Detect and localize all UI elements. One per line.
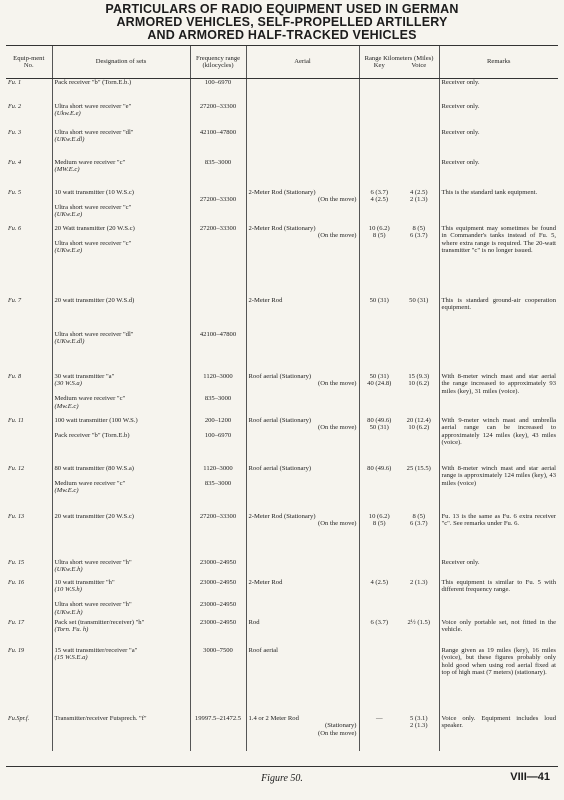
range-voice-value: 2 (1.3) [409,578,428,586]
range-header-label: Range Kilometers (Miles) [364,54,434,62]
range-voice-cell [399,79,439,103]
col-header-equipment: Equip-ment No. [6,46,52,79]
set-name: Ultra short wave receiver "h" [54,601,132,609]
range-key-cell [359,513,399,559]
range-key-value: 40 (24.8) [367,380,392,388]
frequency-cell [190,647,246,715]
range-voice-cell [399,715,439,751]
range-key-cell [359,159,399,189]
range-key-value: 8 (5) [372,232,386,240]
range-voice-value: 2 (1.3) [409,196,428,204]
designation-cell [52,619,190,647]
aerial-line: 2-Meter Rod (Stationary) [248,224,316,232]
set-abbreviation: (UKw.E.e) [54,247,83,255]
frequency-range: 835–3000 [204,158,232,166]
aerial-cell [246,129,359,159]
range-voice-cell [399,159,439,189]
table-row [6,297,558,331]
equipment-number-cell [6,189,52,225]
equipment-number: Fu.Spr.f. [8,714,30,722]
frequency-range: 835–3000 [204,479,232,487]
frequency-cell [190,297,246,331]
set-name: 80 watt transmitter (80 W.S.a) [54,464,134,472]
aerial-line: Rod [248,618,260,626]
equipment-number-cell [6,417,52,465]
set-name: Medium wave receiver "c" [54,395,126,403]
range-voice-value: 2 (1.3) [409,722,428,730]
aerial-cell [246,225,359,297]
frequency-cell [190,225,246,297]
range-key-cell [359,559,399,579]
range-voice-cell [399,619,439,647]
equipment-number-cell [6,619,52,647]
range-voice-value: 10 (6.2) [408,380,430,388]
range-key-cell [359,129,399,159]
range-voice-cell [399,129,439,159]
range-header-voice: Voice [411,62,427,69]
frequency-cell [190,331,246,373]
frequency-range: 23000–24950 [199,578,237,586]
range-voice-cell [399,373,439,417]
set-abbreviation: (Torn. Fu. h) [54,626,89,634]
col-header-aerial: Aerial [246,46,359,79]
range-voice-cell [399,189,439,225]
set-abbreviation: (Mw.E.c) [54,487,79,495]
col-header-designation: Designation of sets [52,46,190,79]
equipment-number-cell [6,103,52,129]
designation-cell [52,559,190,579]
range-key-value: 8 (5) [372,520,386,528]
aerial-line: Roof aerial (Stationary) [248,416,312,424]
range-key-cell [359,619,399,647]
range-key-cell [359,103,399,129]
range-key-cell [359,79,399,103]
designation-cell [52,465,190,513]
remarks-cell [439,129,558,159]
set-abbreviation: (MW.E.c) [54,166,80,174]
equipment-number-cell [6,225,52,297]
range-key-cell [359,297,399,331]
frequency-cell [190,103,246,129]
set-abbreviation: (15 W.S.E.a) [54,654,88,662]
frequency-range: 27200–33300 [199,224,237,232]
set-name: Ultra short wave receiver "dl" [54,330,134,338]
set-name: 30 watt transmitter "a" [54,372,115,380]
set-name: Pack set (transmitter/receiver) "h" [54,618,145,626]
set-abbreviation: (30 W.S.a) [54,380,82,388]
equipment-number: Fu. 1 [8,79,22,86]
equipment-number-cell [6,559,52,579]
aerial-cell [246,715,359,751]
remarks-text: Receiver only. [441,558,480,566]
range-key-cell [359,189,399,225]
aerial-cell [246,417,359,465]
page-number: VIII—41 [510,771,550,783]
remarks-cell [439,715,558,751]
range-key-cell [359,715,399,751]
remarks-text: Range given as 19 miles (key), 16 miles (voice), but these figures probably only hold good when using rod aerial fixed at top of high mast (7 meters) (stationary). [441,646,557,677]
frequency-cell [190,559,246,579]
col-header-remarks: Remarks [439,46,558,79]
equipment-number-cell [6,715,52,751]
frequency-cell [190,513,246,559]
range-voice-value: 10 (6.2) [408,424,430,432]
table-row [6,373,558,417]
range-voice-value: 15 (9.3) [408,372,430,380]
frequency-range: 42100–47800 [199,128,237,136]
equipment-number-cell [6,79,52,103]
range-key-value: 50 (31) [369,296,389,304]
set-abbreviation: (UKw.E.dl) [54,136,85,144]
set-name: 20 watt transmitter (20 W.S.d) [54,296,135,304]
equipment-number: Fu. 7 [8,296,22,304]
range-voice-cell [399,647,439,715]
equipment-number-cell [6,129,52,159]
frequency-cell [190,619,246,647]
table-row [6,417,558,465]
aerial-line: (On the move) [318,380,357,388]
range-key-cell [359,465,399,513]
remarks-cell [439,417,558,465]
frequency-cell [190,715,246,751]
range-key-value: 10 (6.2) [368,224,390,232]
frequency-cell [190,579,246,619]
remarks-cell [439,647,558,715]
equipment-number: Fu. 11 [8,416,24,424]
remarks-text: Voice only. Equipment includes loud speaker. [441,714,557,730]
frequency-cell [190,159,246,189]
range-key-cell [359,331,399,373]
equipment-number: Fu. 13 [8,512,25,520]
equipment-table [6,45,558,751]
aerial-cell [246,559,359,579]
equipment-number-cell [6,647,52,715]
aerial-line: 2-Meter Rod [248,578,283,586]
remarks-cell [439,373,558,417]
aerial-cell [246,465,359,513]
remarks-cell [439,103,558,129]
aerial-line: Roof aerial [248,646,278,654]
aerial-line: (Stationary) [325,722,357,730]
designation-cell [52,579,190,619]
range-key-value: 6 (3.7) [370,618,389,626]
range-voice-cell [399,513,439,559]
range-voice-cell [399,465,439,513]
designation-cell [52,715,190,751]
frequency-range: 100–6970 [204,79,232,86]
frequency-cell [190,189,246,225]
document-title [0,3,564,42]
table-row [6,331,558,373]
equipment-number: Fu. 19 [8,646,25,654]
remarks-cell [439,79,558,103]
frequency-range: 19997.5–21472.5 [194,714,242,722]
range-voice-cell [399,297,439,331]
set-abbreviation: (10 W.S.h) [54,586,82,594]
designation-cell [52,189,190,225]
aerial-cell [246,647,359,715]
range-key-value: 6 (3.7) [370,188,389,196]
table-row [6,129,558,159]
title-line-3: AND ARMORED HALF-TRACKED VEHICLES [147,28,417,42]
range-key-value: 10 (6.2) [368,512,390,520]
equipment-number: Fu. 2 [8,102,22,110]
set-name: 20 Watt transmitter (20 W.S.c) [54,224,135,232]
table-row [6,619,558,647]
range-key-cell [359,647,399,715]
aerial-line: 2-Meter Rod [248,296,283,304]
range-key-value: 50 (31) [369,372,389,380]
designation-cell [52,647,190,715]
aerial-line: (On the move) [318,232,357,240]
range-voice-cell [399,103,439,129]
range-key-cell [359,417,399,465]
frequency-range: 23000–24950 [199,601,237,609]
designation-cell [52,373,190,417]
equipment-number: Fu. 6 [8,224,22,232]
range-voice-cell [399,417,439,465]
set-abbreviation: (Mw.E.c) [54,402,79,410]
remarks-text: Receiver only. [441,79,480,86]
range-key-cell [359,373,399,417]
range-voice-value: 8 (5) [412,224,426,232]
equipment-number-cell [6,297,52,331]
remarks-text: This equipment is similar to Fu. 5 with different frequency range. [441,578,557,594]
remarks-text: With 8-meter winch mast and star aerial the range increased to approximately 93 miles (key), 31 miles (voice). [441,372,557,395]
table-row [6,159,558,189]
frequency-range: 23000–24950 [199,618,237,626]
range-key-value: — [375,714,383,722]
remarks-cell [439,189,558,225]
frequency-range: 27200–33300 [199,196,237,204]
frequency-cell [190,373,246,417]
frequency-cell [190,465,246,513]
frequency-range: 835–3000 [204,395,232,403]
aerial-cell [246,189,359,225]
remarks-cell [439,159,558,189]
table-row [6,465,558,513]
range-voice-value: 2½ (1.5) [407,618,431,626]
set-name: Ultra short wave receiver "dl" [54,128,134,136]
aerial-line: Roof aerial (Stationary) [248,464,312,472]
set-abbreviation: (UKw.E.e) [54,211,83,219]
designation-cell [52,513,190,559]
aerial-line: 1.4 or 2 Meter Rod [248,714,299,722]
table-row [6,559,558,579]
set-name: Medium wave receiver "c" [54,158,126,166]
table-row [6,647,558,715]
aerial-line: Roof aerial (Stationary) [248,372,312,380]
set-name: 20 watt transmitter (20 W.S.c) [54,512,134,520]
range-voice-cell [399,331,439,373]
set-name: 10 watt transmitter "h" [54,578,115,586]
remarks-text: With 9-meter winch mast and umbrella aerial range can be increased to approximately 124 miles (key), 43 miles (voice). [441,416,557,447]
frequency-range: 100–6970 [204,431,232,439]
designation-cell [52,103,190,129]
aerial-line: (On the move) [318,729,357,737]
frequency-range: 27200–33300 [199,512,237,520]
designation-cell [52,297,190,331]
aerial-cell [246,619,359,647]
set-name: Pack receiver "b" (Torn.E.b) [54,431,130,439]
equipment-number: Fu. 5 [8,188,22,196]
aerial-cell [246,297,359,331]
range-key-value: 80 (49.6) [367,464,392,472]
set-name: Ultra short wave receiver "c" [54,203,132,211]
frequency-cell [190,129,246,159]
range-key-value: 4 (2.5) [370,578,389,586]
set-name: Pack receiver "b" (Torn.E.b.) [54,79,132,86]
remarks-text: Receiver only. [441,158,480,166]
remarks-cell [439,465,558,513]
remarks-cell [439,513,558,559]
range-voice-cell [399,225,439,297]
range-key-value: 50 (31) [369,424,389,432]
designation-cell [52,129,190,159]
aerial-cell [246,373,359,417]
remarks-cell [439,619,558,647]
aerial-line: (On the move) [318,196,357,204]
remarks-text: This is standard ground-air cooperation equipment. [441,296,557,312]
frequency-range: 27200–33300 [199,102,237,110]
aerial-line: 2-Meter Rod (Stationary) [248,188,316,196]
set-name: Medium wave receiver "c" [54,479,126,487]
aerial-cell [246,331,359,373]
remarks-cell [439,331,558,373]
equipment-number-cell [6,513,52,559]
range-voice-value: 5 (3.1) [409,714,428,722]
equipment-number-cell [6,465,52,513]
col-header-range [359,46,439,79]
designation-cell [52,225,190,297]
table-row [6,715,558,751]
remarks-cell [439,579,558,619]
figure-caption: Figure 50. [261,773,303,784]
set-name: Ultra short wave receiver "h" [54,558,132,566]
aerial-cell [246,159,359,189]
table-row [6,579,558,619]
aerial-line: (On the move) [318,424,357,432]
range-voice-value: 6 (3.7) [409,232,428,240]
frequency-cell [190,79,246,103]
range-voice-cell [399,579,439,619]
designation-cell [52,331,190,373]
designation-cell [52,417,190,465]
equipment-number: Fu. 3 [8,128,22,136]
set-abbreviation: (UKw.E.dl) [54,338,85,346]
equipment-number: Fu. 12 [8,464,25,472]
remarks-cell [439,559,558,579]
set-abbreviation: (Ukw.E.e) [54,110,81,118]
table-row [6,225,558,297]
remarks-cell [439,225,558,297]
equipment-number: Fu. 8 [8,372,22,380]
equipment-number: Fu. 15 [8,558,25,566]
remarks-text: With 8-meter winch mast and star aerial range is approximately 124 miles (key), 43 miles (voice) [441,464,557,487]
range-voice-value: 4 (2.5) [409,188,428,196]
equipment-number-cell [6,159,52,189]
equipment-number-cell [6,579,52,619]
range-voice-value: 50 (31) [409,296,429,304]
equipment-number: Fu. 4 [8,158,22,166]
range-voice-value: 8 (5) [412,512,426,520]
aerial-cell [246,513,359,559]
remarks-text: Fu. 13 is the same as Fu. 6 extra receiver "c". See remarks under Fu. 6. [441,512,557,528]
set-name: 15 watt transmitter/receiver "a" [54,646,138,654]
aerial-cell [246,579,359,619]
range-voice-cell [399,559,439,579]
set-abbreviation: (UKw.E.h) [54,566,83,574]
equipment-number-cell [6,331,52,373]
frequency-range: 200–1200 [204,416,232,424]
set-abbreviation: (UKw.E.h) [54,608,83,616]
frequency-cell [190,417,246,465]
set-name: Ultra short wave receiver "e" [54,102,132,110]
frequency-range: 1120–3000 [203,464,233,472]
frequency-range: 1120–3000 [203,372,233,380]
range-key-value: 80 (49.6) [367,416,392,424]
frequency-range: 42100–47800 [199,330,237,338]
aerial-line: 2-Meter Rod (Stationary) [248,512,316,520]
remarks-text: Voice only portable set, not fitted in the vehicle. [441,618,557,634]
table-row [6,513,558,559]
range-key-value: 4 (2.5) [370,196,389,204]
set-name: Ultra short wave receiver "c" [54,239,132,247]
range-voice-value: 25 (15.5) [406,464,431,472]
title-line-2: ARMORED VEHICLES, SELF-PROPELLED ARTILLERY [116,15,448,29]
equipment-number: Fu. 16 [8,578,25,586]
set-name: 100 watt transmitter (100 W.S.) [54,416,138,424]
remarks-cell [439,297,558,331]
table-row [6,79,558,103]
equipment-number: Fu. 17 [8,618,25,626]
range-key-cell [359,225,399,297]
col-header-frequency: Frequency range (kilocycles) [190,46,246,79]
range-header-key: Key [373,62,385,69]
header-row [6,46,558,79]
table-row [6,103,558,129]
aerial-line: (On the move) [318,520,357,528]
range-voice-value: 20 (12.4) [406,416,431,424]
range-key-cell [359,579,399,619]
frequency-range: 23000–24950 [199,558,237,566]
remarks-text: This is the standard tank equipment. [441,188,538,196]
remarks-text: This equipment may sometimes be found in Commander's tanks instead of Fu. 5, where extra range is required. The 20-watt transmitter "c" is no longer issued. [441,224,557,255]
equipment-number-cell [6,373,52,417]
designation-cell [52,79,190,103]
aerial-cell [246,103,359,129]
aerial-cell [246,79,359,103]
range-voice-value: 6 (3.7) [409,520,428,528]
frequency-range: 3000–7500 [203,646,233,654]
table-row [6,189,558,225]
set-name: 10 watt transmitter (10 W.S.c) [54,188,134,196]
remarks-text: Receiver only. [441,128,480,136]
set-name: Transmitter/receiver Futsprech. "f" [54,714,147,722]
remarks-text: Receiver only. [441,102,480,110]
bottom-rule [6,766,558,767]
title-line-1: PARTICULARS OF RADIO EQUIPMENT USED IN GERMAN [105,2,459,16]
designation-cell [52,159,190,189]
